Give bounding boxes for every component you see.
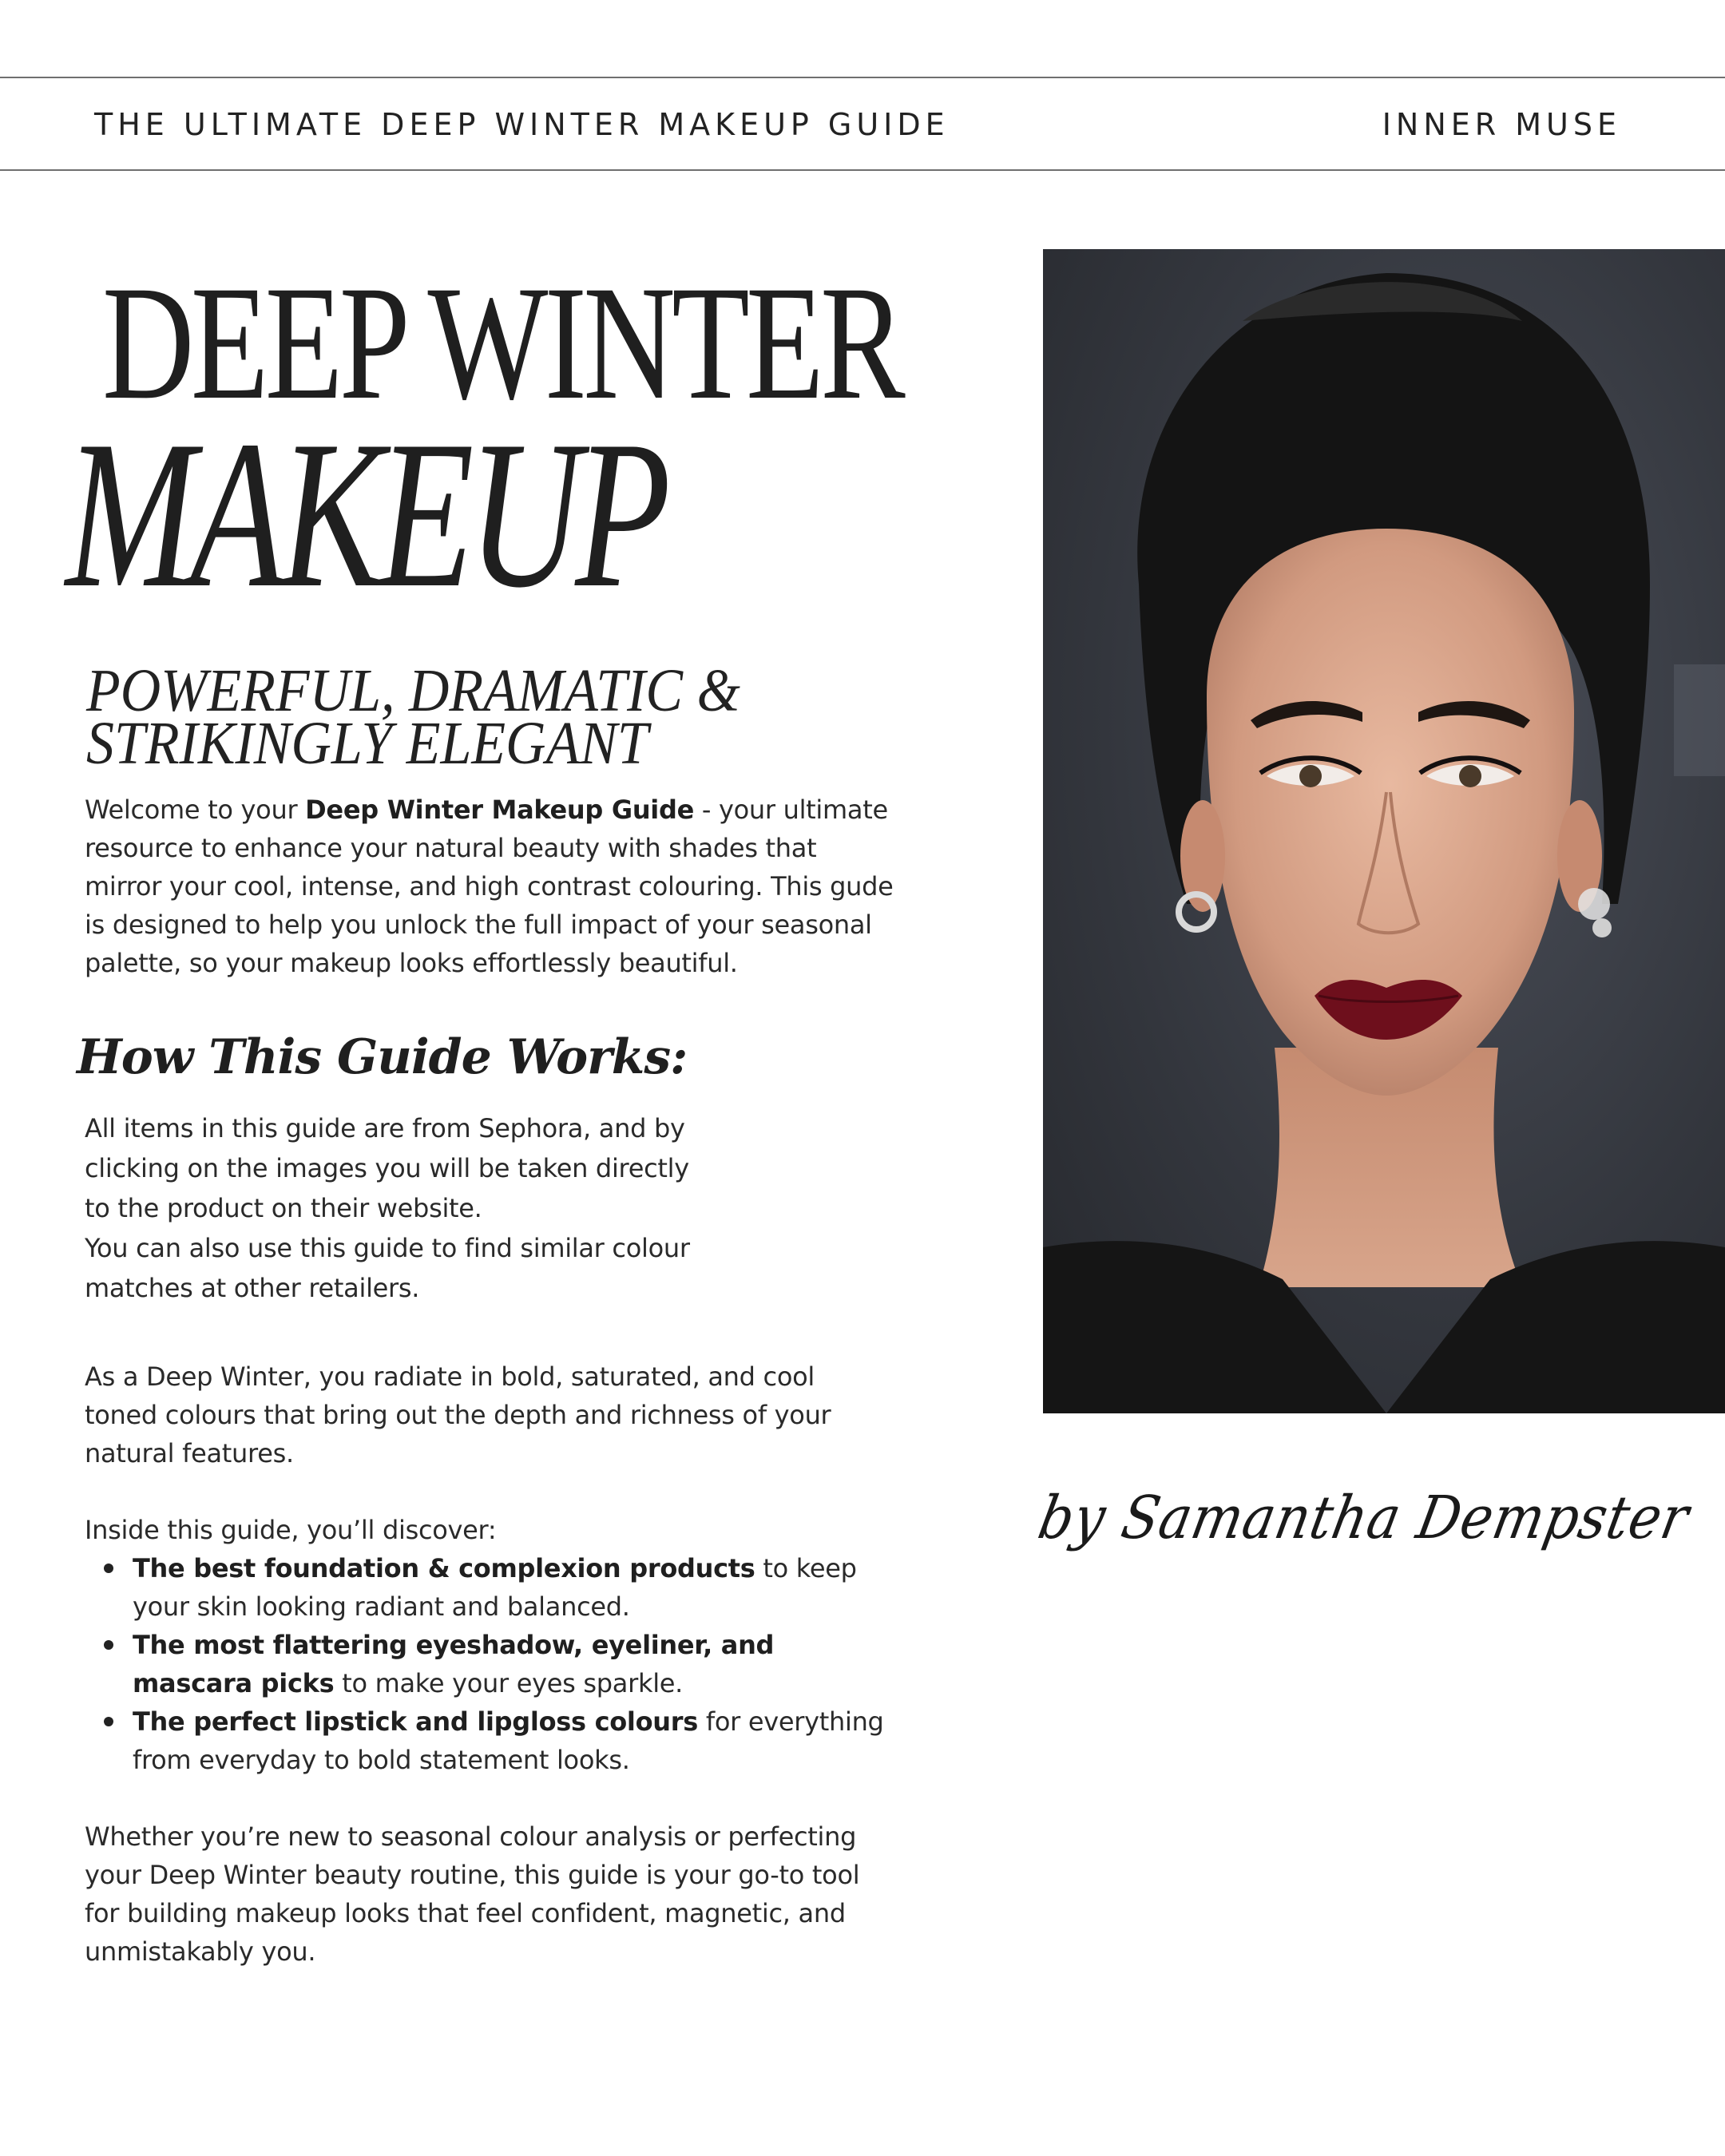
intro-text: - your ultimate [693,795,888,825]
how-it-works-line: matches at other retailers. [85,1273,420,1303]
guide-title: THE ULTIMATE DEEP WINTER MAKEUP GUIDE [94,107,950,142]
intro-line: is designed to help you unlock the full impact of your seasonal [85,910,872,940]
discover-intro: Inside this guide, you’ll discover: [85,1515,497,1545]
list-item-line [133,1549,883,1587]
tagline [86,657,740,777]
how-it-works-heading: How This Guide Works: [77,1029,688,1085]
intro-line: resource to enhance your natural beauty with shades that [85,833,817,863]
list-item-bold: The best foundation & complexion products [133,1553,755,1583]
deep-winter-paragraph [85,1357,883,1472]
closing-line: for building makeup looks that feel confident, magnetic, and [85,1898,846,1928]
list-item-line [133,1702,883,1741]
how-it-works-line: to the product on their website. [85,1193,482,1223]
page-title-line2: MAKEUP [65,398,665,632]
list-item [85,1702,883,1779]
bullet-icon [104,1640,113,1650]
how-it-works-line: All items in this guide are from Sephora, and by [85,1113,685,1143]
list-item-bold: The most flattering eyeshadow, eyeliner, and [133,1630,775,1660]
list-item [85,1549,883,1626]
closing-line: your Deep Winter beauty routine, this guide is your go-to tool [85,1860,860,1890]
intro-bold-text: Deep Winter Makeup Guide [305,795,694,825]
tagline-line2: STRIKINGLY ELEGANT [86,710,648,777]
list-item-line: your skin looking radiant and balanced. [133,1591,630,1622]
bullet-icon [104,1717,113,1726]
brand-name: INNER MUSE [1382,107,1621,142]
intro-line: mirror your cool, intense, and high contrast colouring. This gude [85,871,894,902]
deep-winter-line: toned colours that bring out the depth and richness of your [85,1400,831,1430]
intro-text: Welcome to your [85,795,306,825]
signature-text: by Samantha Dempster [1033,1484,1695,1552]
list-item-bold: mascara picks [133,1668,335,1698]
how-it-works-line: clicking on the images you will be taken directly [85,1153,689,1183]
intro-paragraph [85,791,894,982]
closing-line: Whether you’re new to seasonal colour analysis or perfecting [85,1821,857,1852]
closing-line: unmistakably you. [85,1936,316,1967]
list-item-text: to keep [755,1553,857,1583]
deep-winter-line: natural features. [85,1438,294,1468]
intro-line [85,791,888,829]
closing-paragraph [85,1817,883,1971]
list-item-line: from everyday to bold statement looks. [133,1745,630,1775]
discover-list [85,1549,883,1779]
list-item-line [133,1626,883,1664]
list-item-bold: The perfect lipstick and lipgloss colours [133,1706,698,1737]
page-title-line1: DEEP WINTER [102,252,902,434]
list-item-text: to make your eyes sparkle. [334,1668,684,1698]
portrait-illustration [1043,249,1725,1413]
how-it-works-line: You can also use this guide to find similar colour [85,1233,690,1263]
how-it-works-paragraph [85,1108,883,1308]
tagline-line1: POWERFUL, DRAMATIC & [86,657,740,724]
model-portrait-photo [1043,249,1725,1413]
author-signature [1033,1468,1695,1595]
list-item-line [133,1664,883,1702]
bullet-icon [104,1563,113,1573]
header-bar [0,77,1725,171]
list-item-text: for everything [698,1706,884,1737]
list-item [85,1626,883,1702]
deep-winter-line: As a Deep Winter, you radiate in bold, saturated, and cool [85,1361,815,1392]
intro-line: palette, so your makeup looks effortlessly beautiful. [85,948,738,978]
